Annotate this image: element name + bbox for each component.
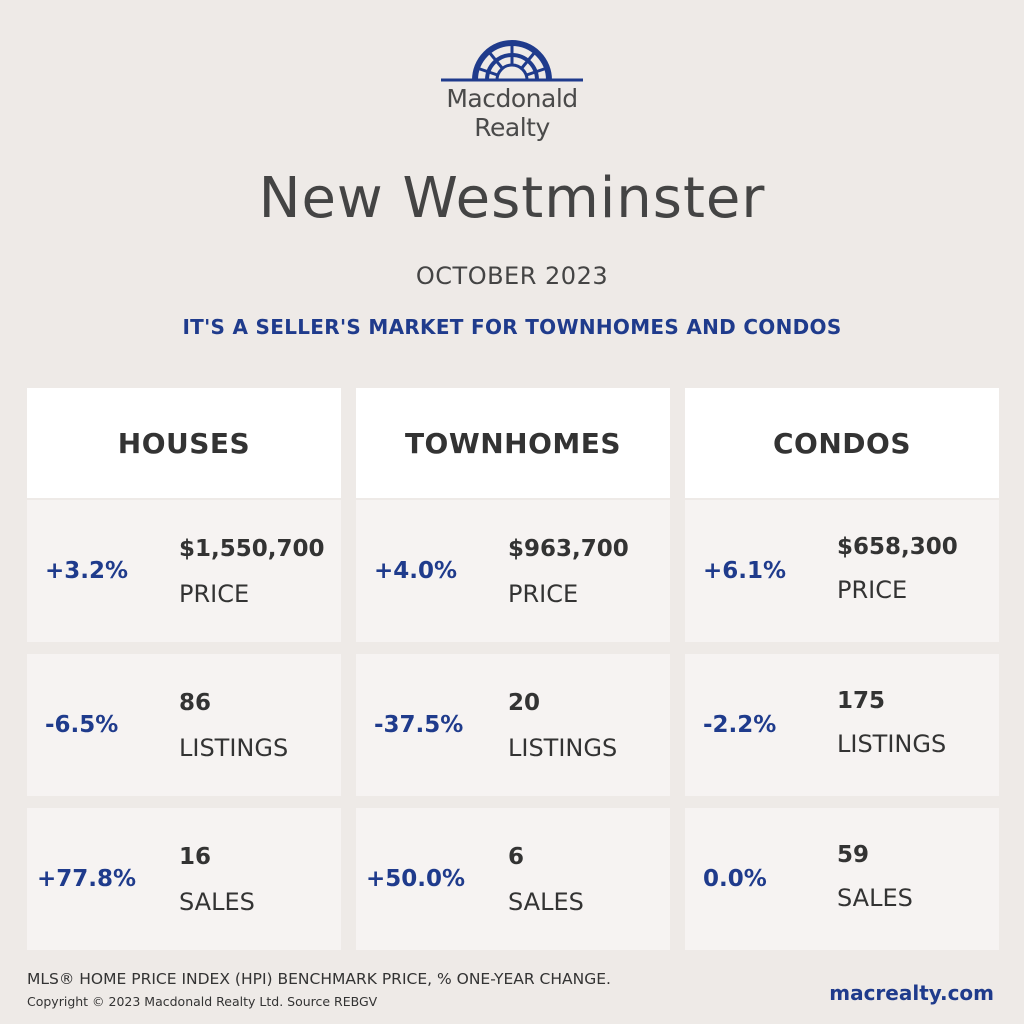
sales-change: +50.0%: [366, 866, 466, 892]
footer-note: MLS® HOME PRICE INDEX (HPI) BENCHMARK PRICE, % ONE-YEAR CHANGE.: [27, 970, 611, 988]
price-label: PRICE: [508, 580, 579, 608]
price-label: PRICE: [837, 576, 908, 604]
sales-change: +77.8%: [37, 866, 137, 892]
price-card: [685, 500, 999, 642]
price-card: [356, 500, 670, 642]
price-value: $963,700: [508, 536, 629, 562]
column-townhomes: [356, 388, 670, 916]
sales-label: SALES: [179, 888, 255, 916]
listings-label: LISTINGS: [179, 734, 289, 762]
copyright: Copyright © 2023 Macdonald Realty Ltd. Source REBGV: [27, 994, 378, 1009]
report-month: OCTOBER 2023: [415, 262, 609, 290]
listings-change: -2.2%: [703, 712, 777, 738]
listings-label: LISTINGS: [837, 730, 947, 758]
sunburst-icon: [437, 38, 587, 84]
price-label: PRICE: [179, 580, 250, 608]
brand-logo: [0, 38, 1024, 142]
listings-change: -37.5%: [374, 712, 464, 738]
listings-card: [356, 654, 670, 796]
listings-value: 20: [508, 690, 541, 716]
website-link[interactable]: macrealty.com: [829, 981, 994, 1005]
price-change: +3.2%: [45, 558, 129, 584]
column-header: HOUSES: [27, 388, 341, 498]
listings-value: 175: [837, 688, 886, 714]
page-title: New Westminster: [258, 166, 766, 231]
column-header: CONDOS: [685, 388, 999, 498]
sales-label: SALES: [837, 884, 913, 912]
listings-change: -6.5%: [45, 712, 119, 738]
sales-value: 6: [508, 844, 525, 870]
price-change: +4.0%: [374, 558, 458, 584]
listings-value: 86: [179, 690, 212, 716]
price-card: [27, 500, 341, 642]
brand-name-line2: Realty: [474, 113, 550, 142]
headline: IT'S A SELLER'S MARKET FOR TOWNHOMES AND CONDOS: [182, 315, 842, 339]
listings-label: LISTINGS: [508, 734, 618, 762]
listings-card: [27, 654, 341, 796]
column-condos: [685, 388, 999, 912]
price-change: +6.1%: [703, 558, 787, 584]
price-value: $1,550,700: [179, 536, 325, 562]
sales-label: SALES: [508, 888, 584, 916]
column-header: TOWNHOMES: [356, 388, 670, 498]
sales-value: 59: [837, 842, 870, 868]
listings-card: [685, 654, 999, 796]
sales-value: 16: [179, 844, 212, 870]
sales-card: [685, 808, 999, 950]
sales-change: 0.0%: [703, 866, 767, 892]
price-value: $658,300: [837, 534, 958, 560]
sales-card: [356, 808, 670, 950]
brand-name-line1: Macdonald: [446, 84, 578, 113]
sales-card: [27, 808, 341, 950]
column-houses: [27, 388, 341, 916]
